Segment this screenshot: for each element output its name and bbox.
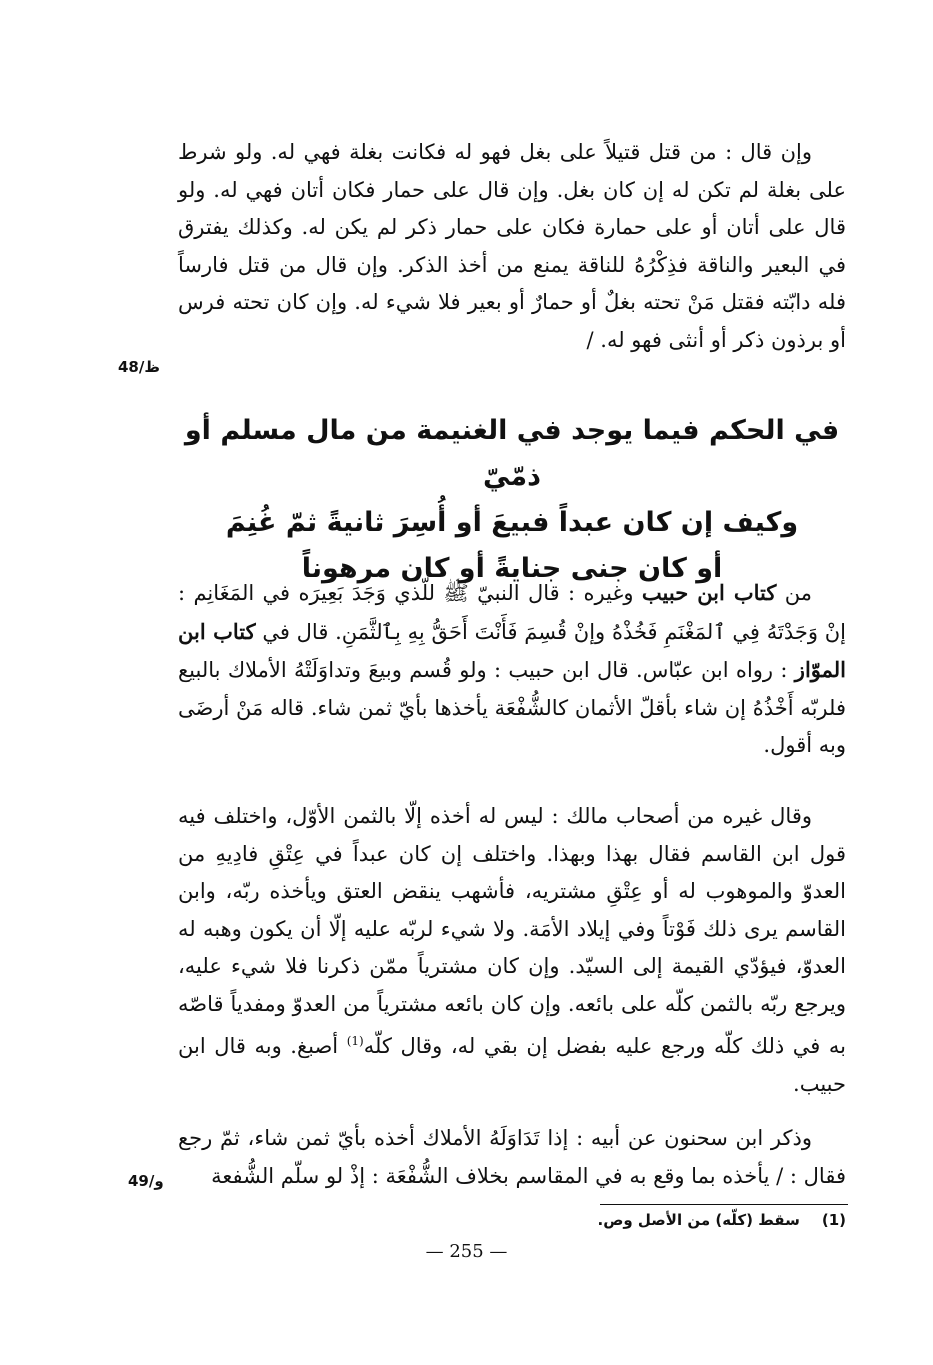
book-title-ibn-habib: كتاب ابن حبيب — [641, 580, 777, 605]
paragraph-2-part-2: : رواه ابن عبّاس. قال ابن حبيب : ولو قُسم وبيعَ وتداوَلَتْهُ الأملاك بالبيع فلربّه أَخْذُهُ إن شاء بأقلّ الأثمان كالشُّفْعَة يأخذها بأيّ ثمن شاء. قاله مَنْ أرضَى وبه أقول. — [178, 658, 846, 757]
paragraph-3-text — [178, 798, 846, 1103]
footnote-number: (1) — [821, 1211, 846, 1229]
margin-folio-49: 49/و — [128, 1172, 164, 1190]
heading-line-1: في الحكم فيما يوجد في الغنيمة من مال مسلم أو ذمّيّ — [184, 415, 840, 492]
chapter-heading — [178, 408, 846, 592]
paragraph-ibn-sahnun — [178, 1120, 846, 1195]
paragraph-3-part-2: أصبغ. وبه قال ابن حبيب. — [178, 1034, 846, 1096]
paragraph-1-text: وإن قال : من قتل قتيلاً على بغل فهو له فكانت بغلة فهي له. ولو شرط على بغلة لم تكن له إن كان بغل. وإن قال على حمار فكان أتان فهي له. ولو قال على أتان أو على حمارة فكان على حمار ذكر لم يكن له. وكذلك يفترق في البعير والناقة فذِكْرُهُ للناقة يمنع من أخذ الذكر. وإن قال من قتل فارساً فله دابّته فقتل مَنْ تحته بغلٌ أو حمارٌ أو بعير فلا شيء له. وإن كان تحته فرس أو برذون ذكر أو أنثى فهو له. / — [178, 140, 846, 352]
paragraph-2-part-1: وغيره : قال النبيّ ﷺ للّذي وَجَدَ بَعِيرَه في المَغَانِم : إنْ وَجَدْتَهُ فِي ٱلمَغْنَمِ فَخُذْهُ وإنْ قُسِمَ فَأَنْتَ أَحَقُّ بِهِ بِٱلثَّمَنِ. قال في — [178, 581, 846, 644]
footnote-divider — [600, 1204, 848, 1205]
paragraph-malik-companions — [178, 798, 846, 1103]
paragraph-4-text: وذكر ابن سحنون عن أبيه : إذا تَدَاوَلَهُ الأملاك أخذه بأيّ ثمن شاء، ثمّ رجع فقال : / يأخذه بما وقع به في المقاسم بخلاف الشُّفْعَة : إذْ لو سلّم الشُّفعة — [178, 1126, 846, 1188]
heading-line-2: وكيف إن كان عبداً فبيعَ أو أُسِرَ ثانيةً ثمّ غُنِمَ — [225, 507, 799, 538]
paragraph-spoils-conditions — [178, 134, 846, 359]
paragraph-2-text — [178, 574, 846, 765]
paragraph-3-part-1: وقال غيره من أصحاب مالك : ليس له أخذه إلّا بالثمن الأوّل، واختلف فيه قول ابن القاسم فقال بهذا وبهذا. واختلف إن كان عبداً في عِتْقِ فادِيهِ من العدوّ والموهوب له أو عِتْقِ مشتريه، فأشهب ينقض العتق ويأخذه ربّه، وابن القاسم يرى ذلك فَوْتاً وفي إيلاد الأمَة. ولا شيء لربّه عليه إلّا أن يكون وهبه له العدوّ، فيؤدّي القيمة إلى السيّد. وإن كان مشترياً ممّن ذكرنا فلا شيء عليه، ويرجع ربّه بالثمن كلّه على بائعه. وإن كان بائعه مشترياً من العدوّ ومفدياً قاصّه به في ذلك كلّه ورجع عليه بفضل إن بقي له، وقال كلّه — [178, 804, 846, 1058]
footnote — [178, 1207, 846, 1233]
paragraph-ibn-habib — [178, 574, 846, 765]
margin-folio-48: 48/ظ — [118, 358, 160, 376]
page-number: — 255 — — [425, 1241, 508, 1262]
footnote-reference: (1) — [346, 1034, 364, 1048]
heading-line-3: أو كان جنى جنايةً أو كان مرهوناً — [301, 553, 723, 584]
footnote-text: سقط (كلّه) من الأصل وص. — [597, 1211, 800, 1229]
paragraph-2-prefix: من — [776, 581, 812, 605]
book-title-ibn-al-mawwaz: كتاب ابن الموّاز — [178, 618, 846, 682]
